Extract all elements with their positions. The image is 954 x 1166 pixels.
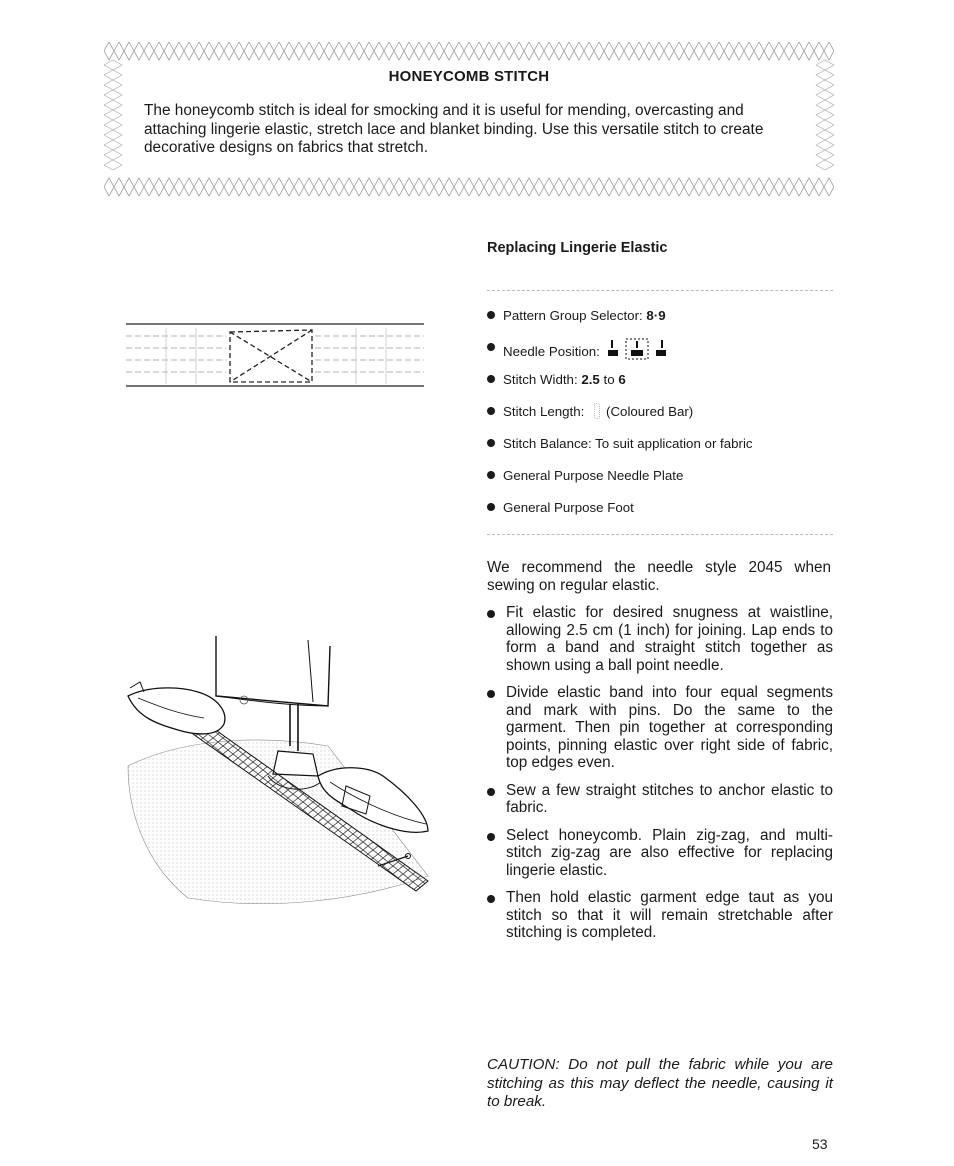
- border-cell: [584, 42, 594, 60]
- setting-label: Stitch Balance: To suit application or fabric: [503, 436, 753, 451]
- page-title: HONEYCOMB STITCH: [388, 68, 550, 85]
- border-cell: [144, 42, 154, 60]
- border-cell: [364, 42, 374, 60]
- border-cell: [444, 178, 454, 196]
- border-cell: [694, 178, 704, 196]
- border-cell: [104, 110, 122, 120]
- border-cell: [154, 178, 164, 196]
- step-item: [487, 889, 833, 942]
- border-cell: [414, 178, 424, 196]
- border-cell: [104, 130, 122, 140]
- settings-list: [487, 306, 837, 530]
- border-cell: [816, 110, 834, 120]
- bullet: [487, 375, 495, 383]
- border-cell: [244, 42, 254, 60]
- setting-stitch-length: [487, 402, 837, 434]
- border-cell: [624, 42, 634, 60]
- border-cell: [204, 42, 214, 60]
- border-cell: [524, 178, 534, 196]
- bullet: [487, 690, 495, 698]
- border-cell: [104, 160, 122, 170]
- border-cell: [674, 42, 684, 60]
- border-cell: [264, 42, 274, 60]
- border-cell: [194, 42, 204, 60]
- border-cell: [254, 178, 264, 196]
- setting-label: Stitch Length:: [503, 404, 589, 419]
- coloured-bar-icon: [594, 403, 600, 419]
- border-cell: [284, 178, 294, 196]
- border-cell: [614, 42, 624, 60]
- divider-top: [487, 290, 833, 291]
- border-cell: [484, 178, 494, 196]
- border-cell: [704, 178, 714, 196]
- border-cell: [816, 150, 834, 160]
- setting-connector: to: [599, 372, 619, 387]
- border-cell: [794, 42, 804, 60]
- border-cell: [374, 178, 384, 196]
- border-cell: [694, 42, 704, 60]
- border-cell: [134, 178, 144, 196]
- border-cell: [304, 178, 314, 196]
- border-cell: [144, 178, 154, 196]
- border-cell: [174, 42, 184, 60]
- setting-value: 8·9: [646, 308, 666, 323]
- border-cell: [816, 130, 834, 140]
- border-cell: [784, 178, 794, 196]
- needle-position-icons: [608, 338, 668, 360]
- border-cell: [434, 42, 444, 60]
- border-cell: [714, 178, 724, 196]
- border-cell: [334, 178, 344, 196]
- bullet: [487, 503, 495, 511]
- bullet: [487, 311, 495, 319]
- sewing-machine-illustration: [108, 626, 438, 916]
- border-cell: [184, 42, 194, 60]
- border-cell: [324, 42, 334, 60]
- step-text: Then hold elastic garment edge taut as you stitch so that it will remain stretchable after stitching is completed.: [506, 889, 833, 941]
- border-cell: [474, 42, 484, 60]
- border-cell: [824, 178, 834, 196]
- border-cell: [104, 42, 114, 60]
- border-cell: [816, 120, 834, 130]
- border-cell: [574, 42, 584, 60]
- border-cell: [214, 42, 224, 60]
- border-cell: [454, 42, 464, 60]
- border-cell: [444, 42, 454, 60]
- border-cell: [514, 178, 524, 196]
- border-cell: [644, 178, 654, 196]
- border-cell: [794, 178, 804, 196]
- border-cell: [424, 178, 434, 196]
- border-cell: [764, 178, 774, 196]
- border-cell: [224, 178, 234, 196]
- border-cell: [194, 178, 204, 196]
- border-cell: [814, 178, 824, 196]
- border-cell: [624, 178, 634, 196]
- border-cell: [634, 178, 644, 196]
- border-cell: [184, 178, 194, 196]
- border-cell: [234, 178, 244, 196]
- border-cell: [774, 42, 784, 60]
- border-cell: [604, 178, 614, 196]
- border-cell: [274, 178, 284, 196]
- border-cell: [254, 42, 264, 60]
- border-cell: [214, 178, 224, 196]
- border-cell: [164, 42, 174, 60]
- border-cell: [534, 178, 544, 196]
- border-cell: [364, 178, 374, 196]
- honeycomb-stitch-diagram: [126, 322, 426, 388]
- setting-needle-position: [487, 338, 837, 370]
- bullet: [487, 471, 495, 479]
- setting-value: 6: [618, 372, 626, 387]
- border-cell: [494, 178, 504, 196]
- border-cell: [534, 42, 544, 60]
- setting-label: Stitch Width:: [503, 372, 582, 387]
- border-cell: [414, 42, 424, 60]
- border-cell: [484, 42, 494, 60]
- border-cell: [124, 42, 134, 60]
- border-cell: [114, 178, 124, 196]
- setting-stitch-width: [487, 370, 837, 402]
- border-cell: [584, 178, 594, 196]
- border-cell: [124, 178, 134, 196]
- bullet: [487, 343, 495, 351]
- border-cell: [384, 42, 394, 60]
- border-cell: [424, 42, 434, 60]
- border-cell: [784, 42, 794, 60]
- setting-needle-plate: [487, 466, 837, 498]
- border-cell: [104, 120, 122, 130]
- border-cell: [334, 42, 344, 60]
- recommendation-text: We recommend the needle style 2045 when sewing on regular elastic.: [487, 559, 831, 594]
- border-cell: [104, 178, 114, 196]
- border-cell: [264, 178, 274, 196]
- border-cell: [314, 42, 324, 60]
- border-cell: [474, 178, 484, 196]
- border-cell: [594, 178, 604, 196]
- setting-label: General Purpose Foot: [503, 500, 634, 515]
- border-cell: [104, 140, 122, 150]
- instruction-steps: [487, 604, 833, 952]
- border-cell: [724, 42, 734, 60]
- border-cell: [664, 178, 674, 196]
- border-cell: [374, 42, 384, 60]
- step-text: Select honeycomb. Plain zig-zag, and multi-stitch zig-zag are also effective for replacing lingerie elastic.: [506, 826, 833, 879]
- border-cell: [204, 178, 214, 196]
- border-cell: [734, 42, 744, 60]
- border-cell: [654, 178, 664, 196]
- border-cell: [354, 42, 364, 60]
- border-cell: [134, 42, 144, 60]
- border-cell: [574, 178, 584, 196]
- border-cell: [284, 42, 294, 60]
- border-cell: [384, 178, 394, 196]
- border-cell: [454, 178, 464, 196]
- border-cell: [614, 178, 624, 196]
- setting-value: 2.5: [581, 372, 600, 387]
- border-cell: [344, 178, 354, 196]
- border-cell: [494, 42, 504, 60]
- border-cell: [714, 42, 724, 60]
- border-cell: [544, 178, 554, 196]
- step-text: Sew a few straight stitches to anchor elastic to fabric.: [506, 781, 833, 816]
- step-text: Divide elastic band into four equal segments and mark with pins. Do the same to the garment. Then pin together at corresponding points, pinning elastic over right side of fabric, top edges even.: [506, 684, 833, 771]
- border-cell: [164, 178, 174, 196]
- border-cell: [804, 42, 814, 60]
- border-cell: [564, 42, 574, 60]
- border-cell: [814, 42, 824, 60]
- border-cell: [634, 42, 644, 60]
- border-cell: [354, 178, 364, 196]
- setting-pattern-group: [487, 306, 837, 338]
- border-cell: [684, 42, 694, 60]
- bullet: [487, 610, 495, 618]
- setting-label: General Purpose Needle Plate: [503, 468, 684, 483]
- border-cell: [724, 178, 734, 196]
- border-cell: [104, 90, 122, 100]
- step-item: [487, 604, 833, 674]
- setting-suffix: (Coloured Bar): [606, 404, 694, 419]
- bullet: [487, 833, 495, 841]
- border-cell: [504, 178, 514, 196]
- border-cell: [684, 178, 694, 196]
- border-cell: [594, 42, 604, 60]
- border-cell: [554, 42, 564, 60]
- border-cell: [114, 42, 124, 60]
- border-cell: [404, 42, 414, 60]
- border-cell: [704, 42, 714, 60]
- step-item: [487, 782, 833, 817]
- bullet: [487, 895, 495, 903]
- header-box: [104, 42, 834, 196]
- setting-presser-foot: [487, 498, 837, 530]
- step-item: [487, 684, 833, 772]
- border-cell: [274, 42, 284, 60]
- step-item: [487, 827, 833, 880]
- border-cell: [464, 178, 474, 196]
- border-cell: [654, 42, 664, 60]
- border-cell: [744, 42, 754, 60]
- border-cell: [644, 42, 654, 60]
- divider-bottom: [487, 534, 833, 535]
- border-cell: [816, 90, 834, 100]
- border-cell: [514, 42, 524, 60]
- border-cell: [104, 150, 122, 160]
- border-cell: [774, 178, 784, 196]
- border-cell: [816, 140, 834, 150]
- border-cell: [764, 42, 774, 60]
- border-cell: [464, 42, 474, 60]
- border-cell: [734, 178, 744, 196]
- setting-label: Needle Position:: [503, 344, 604, 359]
- border-cell: [504, 42, 514, 60]
- border-cell: [744, 178, 754, 196]
- bullet: [487, 439, 495, 447]
- border-cell: [434, 178, 444, 196]
- border-cell: [244, 178, 254, 196]
- border-cell: [604, 42, 614, 60]
- border-cell: [544, 42, 554, 60]
- border-cell: [816, 100, 834, 110]
- border-cell: [664, 42, 674, 60]
- border-cell: [344, 42, 354, 60]
- border-cell: [314, 178, 324, 196]
- border-cell: [404, 178, 414, 196]
- border-cell: [324, 178, 334, 196]
- section-heading: Replacing Lingerie Elastic: [487, 240, 668, 256]
- border-cell: [154, 42, 164, 60]
- caution-note: CAUTION: Do not pull the fabric while you are stitching as this may deflect the needle, causing it to break.: [487, 1056, 833, 1110]
- bullet: [487, 788, 495, 796]
- border-cell: [804, 178, 814, 196]
- border-cell: [524, 42, 534, 60]
- border-cell: [224, 42, 234, 60]
- border-cell: [674, 178, 684, 196]
- intro-paragraph: The honeycomb stitch is ideal for smocking and it is useful for mending, overcasting and attaching lingerie elastic, stretch lace and blanket binding. Use this versatile stitch to create decorative designs on fabrics that stretch.: [144, 102, 764, 156]
- border-cell: [754, 178, 764, 196]
- border-cell: [294, 178, 304, 196]
- border-cell: [824, 42, 834, 60]
- border-cell: [816, 160, 834, 170]
- border-cell: [394, 178, 404, 196]
- border-cell: [554, 178, 564, 196]
- border-cell: [754, 42, 764, 60]
- setting-label: Pattern Group Selector:: [503, 308, 647, 323]
- border-cell: [174, 178, 184, 196]
- border-cell: [564, 178, 574, 196]
- step-text: Fit elastic for desired snugness at waistline, allowing 2.5 cm (1 inch) for joining. Lap ends to form a band and straight stitch together as shown using a ball point needle.: [506, 604, 833, 674]
- border-cell: [394, 42, 404, 60]
- border-cell: [294, 42, 304, 60]
- border-cell: [104, 100, 122, 110]
- border-cell: [304, 42, 314, 60]
- bullet: [487, 407, 495, 415]
- border-cell: [234, 42, 244, 60]
- page-number: 53: [812, 1136, 828, 1152]
- setting-stitch-balance: [487, 434, 837, 466]
